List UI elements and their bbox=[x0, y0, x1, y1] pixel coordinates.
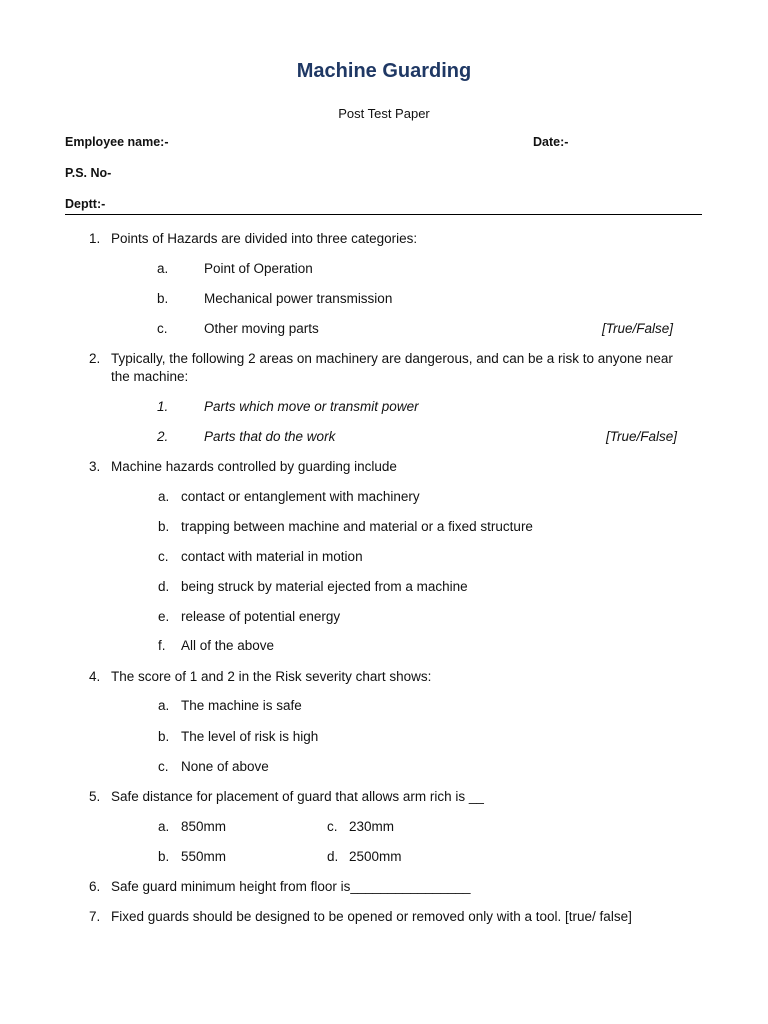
page-title: Machine Guarding bbox=[296, 60, 472, 82]
question-text: Safe distance for placement of guard that allows arm rich is __ bbox=[111, 789, 484, 804]
option-text: Parts that do the work bbox=[204, 429, 336, 444]
option-marker: 2. bbox=[157, 429, 169, 444]
option-text: release of potential energy bbox=[181, 609, 341, 624]
option-marker: f. bbox=[158, 638, 166, 653]
question-number: 6. bbox=[89, 879, 101, 894]
option-text: All of the above bbox=[181, 638, 275, 653]
question-number: 4. bbox=[89, 669, 101, 684]
date-label: Date:- bbox=[533, 135, 569, 149]
option-text: 850mm bbox=[181, 819, 227, 834]
option-marker: c. bbox=[157, 321, 168, 336]
question-text: Typically, the following 2 areas on machinery are dangerous, and can be a risk to anyone near bbox=[111, 351, 673, 366]
question-text-continued: the machine: bbox=[111, 369, 189, 384]
question-text: Machine hazards controlled by guarding include bbox=[111, 459, 397, 474]
question-number: 5. bbox=[89, 789, 101, 804]
question-number: 7. bbox=[89, 909, 101, 924]
option-text: contact or entanglement with machinery bbox=[181, 489, 420, 504]
option-text: 550mm bbox=[181, 849, 227, 864]
option-marker: c. bbox=[158, 759, 169, 774]
option-text: The level of risk is high bbox=[181, 729, 319, 744]
option-marker: b. bbox=[157, 291, 169, 306]
option-marker: a. bbox=[158, 698, 170, 713]
question-number: 2. bbox=[89, 351, 101, 366]
option-text: Point of Operation bbox=[204, 261, 313, 276]
question-number: 3. bbox=[89, 459, 101, 474]
option-text: being struck by material ejected from a machine bbox=[181, 579, 468, 594]
option-marker: 1. bbox=[157, 399, 169, 414]
page-subtitle: Post Test Paper bbox=[338, 106, 430, 121]
option-text: 2500mm bbox=[349, 849, 402, 864]
option-marker: c. bbox=[158, 549, 169, 564]
employee-name-label: Employee name:- bbox=[65, 135, 169, 149]
option-marker: b. bbox=[158, 519, 170, 534]
question-text: Safe guard minimum height from floor is________________ bbox=[111, 879, 471, 894]
option-marker: b. bbox=[158, 849, 170, 864]
option-marker: e. bbox=[158, 609, 170, 624]
question-text: The score of 1 and 2 in the Risk severity chart shows: bbox=[111, 669, 432, 684]
option-text: Mechanical power transmission bbox=[204, 291, 393, 306]
true-false-answer: [True/False] bbox=[606, 429, 678, 444]
ps-no-label: P.S. No- bbox=[65, 166, 112, 180]
option-marker: d. bbox=[158, 579, 170, 594]
true-false-answer: [True/False] bbox=[602, 321, 674, 336]
option-marker: a. bbox=[158, 819, 170, 834]
deptt-label: Deptt:- bbox=[65, 197, 106, 211]
question-text: Points of Hazards are divided into three categories: bbox=[111, 231, 418, 246]
option-text: The machine is safe bbox=[181, 698, 302, 713]
option-text: trapping between machine and material or a fixed structure bbox=[181, 519, 533, 534]
option-text: Other moving parts bbox=[204, 321, 319, 336]
question-number: 1. bbox=[89, 231, 101, 246]
option-text: contact with material in motion bbox=[181, 549, 363, 564]
question-text: Fixed guards should be designed to be opened or removed only with a tool. [true/ false] bbox=[111, 909, 632, 924]
header-divider bbox=[65, 214, 702, 215]
option-text: Parts which move or transmit power bbox=[204, 399, 419, 414]
option-marker: a. bbox=[158, 489, 170, 504]
option-marker: b. bbox=[158, 729, 170, 744]
option-text: None of above bbox=[181, 759, 269, 774]
option-marker: a. bbox=[157, 261, 169, 276]
option-text: 230mm bbox=[349, 819, 395, 834]
option-marker: d. bbox=[327, 849, 339, 864]
option-marker: c. bbox=[327, 819, 338, 834]
